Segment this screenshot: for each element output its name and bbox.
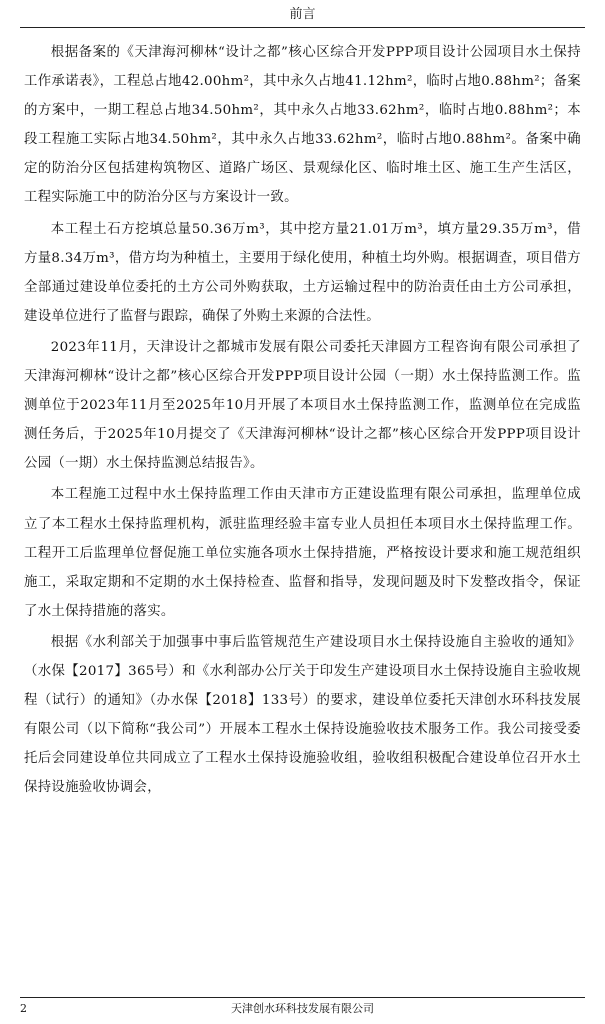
paragraph-acceptance: 根据《水利部关于加强事中事后监管规范生产建设项目水土保持设施自主验收的通知》（水保【2017】365号）和《水利部办公厅关于印发生产建设项目水土保持设施自主验收规程（试行）的通知》（办水保【2018】133号）的要求，建设单位委托天津创水环科技发展有限公司（以下简称“我公司”）开展本工程水土保持设施验收技术服务工作。我公司接受委托后会同建设单位共同成立了工程水土保持设施验收组，验收组积极配合建设单位召开水土保持设施验收协调会， xyxy=(24,634,581,796)
paragraph-monitoring: 2023年11月，天津设计之都城市发展有限公司委托天津圆方工程咨询有限公司承担了天津海河柳林“设计之都”核心区综合开发PPP项目设计公园（一期）水土保持监测工作。监测单位于2023年11月至2025年10月开展了本项目水土保持监测工作，监测单位在完成监测任务后，于2025年10月提交了《天津海河柳林“设计之都”核心区综合开发PPP项目设计公园（一期）水土保持监测总结报告》。 xyxy=(24,339,581,472)
paragraph-earthwork: 本工程土石方挖填总量50.36万m³，其中挖方量21.01万m³，填方量29.35万m³，借方量8.34万m³，借方均为种植土，主要用于绿化使用，种植土均外购。根据调查，项目借方全部通过建设单位委托的土方公司外购获取，土方运输过程中的防治责任由土方公司承担，建设单位进行了监督与跟踪，确保了外购土来源的合法性。 xyxy=(24,221,581,324)
footer-organization: 天津创水环科技发展有限公司 xyxy=(231,1002,374,1015)
footer-divider xyxy=(20,997,585,998)
paragraph-land-occupation: 根据备案的《天津海河柳林“设计之都”核心区综合开发PPP项目设计公园项目水土保持工作承诺表》，工程总占地42.00hm²，其中永久占地41.12hm²，临时占地0.88hm²；备案的方案中，一期工程总占地34.50hm²，其中永久占地33.62hm²，临时占地0.88hm²；本段工程施工实际占地34.50hm²，其中永久占地33.62hm²，临时占地0.88hm²。备案中确定的防治分区包括建构筑物区、道路广场区、景观绿化区、临时堆土区、施工生产生活区，工程实际施工中的防治分区与方案设计一致。 xyxy=(24,45,581,206)
body-text xyxy=(24,38,581,804)
paragraph-supervision: 本工程施工过程中水土保持监理工作由天津市方正建设监理有限公司承担，监理单位成立了本工程水土保持监理机构，派驻监理经验丰富专业人员担任本项目水土保持监理工作。工程开工后监理单位督促施工单位实施各项水土保持措施，严格按设计要求和施工规范组织施工，采取定期和不定期的水土保持检查、监督和指导，发现问题及时下发整改指令，保证了水土保持措施的落实。 xyxy=(24,487,581,619)
page-number: 2 xyxy=(20,1002,27,1015)
header-divider xyxy=(20,27,585,28)
page-header-title: 前言 xyxy=(289,7,316,22)
